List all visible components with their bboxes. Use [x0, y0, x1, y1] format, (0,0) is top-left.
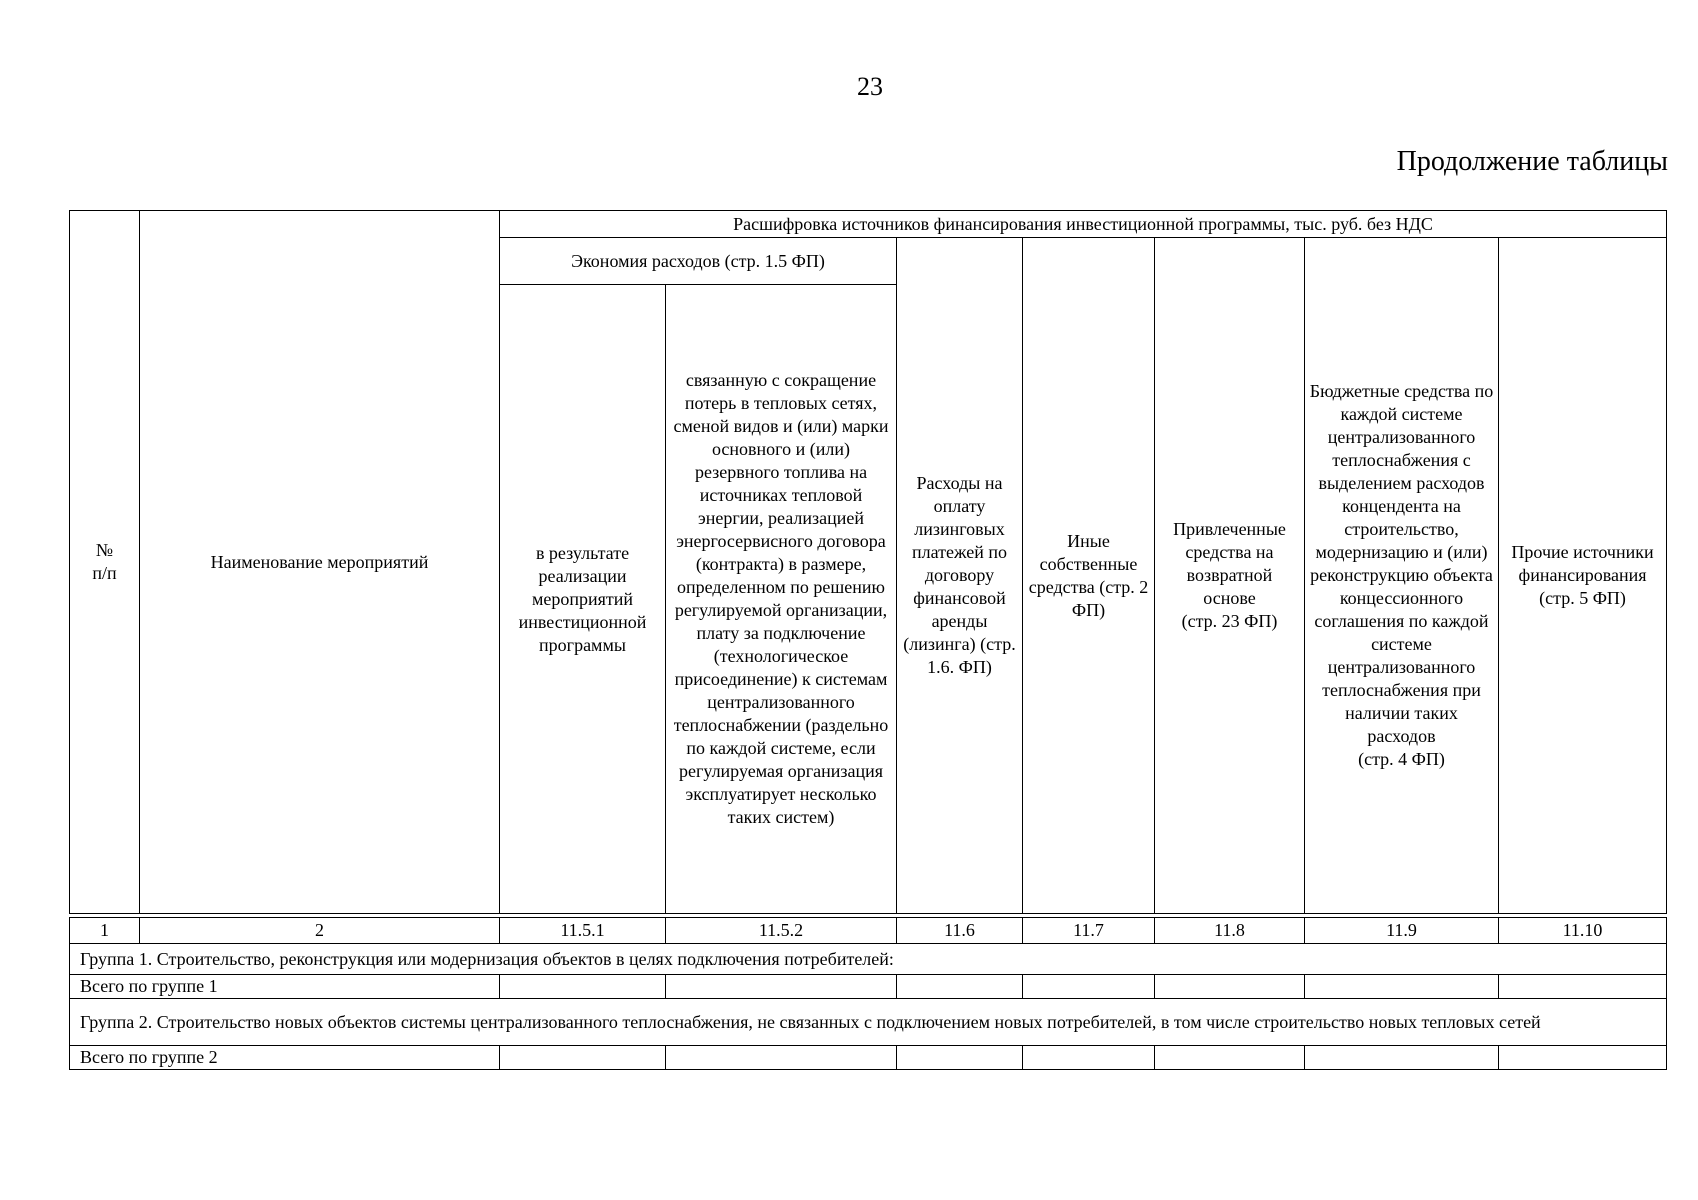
- column-number: 11.5.2: [666, 918, 897, 944]
- group-1-total-row: [70, 975, 1667, 999]
- table-cell: [1155, 975, 1305, 999]
- header-11-6: Расходы на оплату лизинговых платежей по договору финансовой аренды (лизинга) (стр. 1.6. ФП): [897, 238, 1023, 914]
- column-number-row: [70, 918, 1667, 944]
- header-num: № п/п: [70, 211, 140, 914]
- header-11-10: Прочие источники финансирования (стр. 5 ФП): [1499, 238, 1667, 914]
- group-2-title: Группа 2. Строительство новых объектов системы централизованного теплоснабжения, не связанных с подключением новых потребителей, в том числе строительство новых тепловых сетей: [70, 999, 1667, 1046]
- column-number: 2: [140, 918, 500, 944]
- header-11-5-2: связанную с сокращение потерь в тепловых сетях, сменой видов и (или) марки основного и (или) резервного топлива на источниках тепловой энергии, реализацией энергосервисного договора (контракта) в размере, определенном по решению регулируемой организации, плату за подключение (технологическое присоединение) к системам централизованного теплоснабжении (раздельно по каждой системе, если регулируемая организация эксплуатирует несколько таких систем): [666, 285, 897, 914]
- column-number: 11.8: [1155, 918, 1305, 944]
- table-cell: [500, 975, 666, 999]
- continuation-caption: Продолжение таблицы: [1396, 146, 1668, 177]
- table-cell: [666, 975, 897, 999]
- group-1-total-label: Всего по группе 1: [70, 975, 500, 999]
- table-cell: [1155, 1046, 1305, 1070]
- group-1-title: Группа 1. Строительство, реконструкция или модернизация объектов в целях подключения потребителей:: [70, 944, 1667, 975]
- column-number: 11.5.1: [500, 918, 666, 944]
- header-11-8: Привлеченные средства на возвратной основе (стр. 23 ФП): [1155, 238, 1305, 914]
- header-sources: Расшифровка источников финансирования инвестиционной программы, тыс. руб. без НДС: [500, 211, 1667, 238]
- table-cell: [666, 1046, 897, 1070]
- table-cell: [1499, 1046, 1667, 1070]
- table-cell: [897, 1046, 1023, 1070]
- table-cell: [1305, 975, 1499, 999]
- header-11-5-1: в результате реализации мероприятий инвестиционной программы: [500, 285, 666, 914]
- column-number: 11.10: [1499, 918, 1667, 944]
- table-cell: [1305, 1046, 1499, 1070]
- financing-table: [69, 210, 1667, 1070]
- header-economy: Экономия расходов (стр. 1.5 ФП): [500, 238, 897, 285]
- group-2-total-label: Всего по группе 2: [70, 1046, 500, 1070]
- table-cell: [897, 975, 1023, 999]
- table-cell: [500, 1046, 666, 1070]
- table-cell: [1499, 975, 1667, 999]
- table-cell: [1023, 1046, 1155, 1070]
- table-cell: [1023, 975, 1155, 999]
- column-number: 11.7: [1023, 918, 1155, 944]
- page-number: 23: [857, 72, 883, 101]
- column-number: 11.9: [1305, 918, 1499, 944]
- header-11-9: Бюджетные средства по каждой системе централизованного теплоснабжения с выделением расходов концендента на строительство, модернизацию и (или) реконструкцию объекта концессионного соглашения по каждой системе централизованного теплоснабжения при наличии таких расходов (стр. 4 ФП): [1305, 238, 1499, 914]
- column-number: 1: [70, 918, 140, 944]
- group-2-total-row: [70, 1046, 1667, 1070]
- column-number: 11.6: [897, 918, 1023, 944]
- header-11-7: Иные собственные средства (стр. 2 ФП): [1023, 238, 1155, 914]
- header-name: Наименование мероприятий: [140, 211, 500, 914]
